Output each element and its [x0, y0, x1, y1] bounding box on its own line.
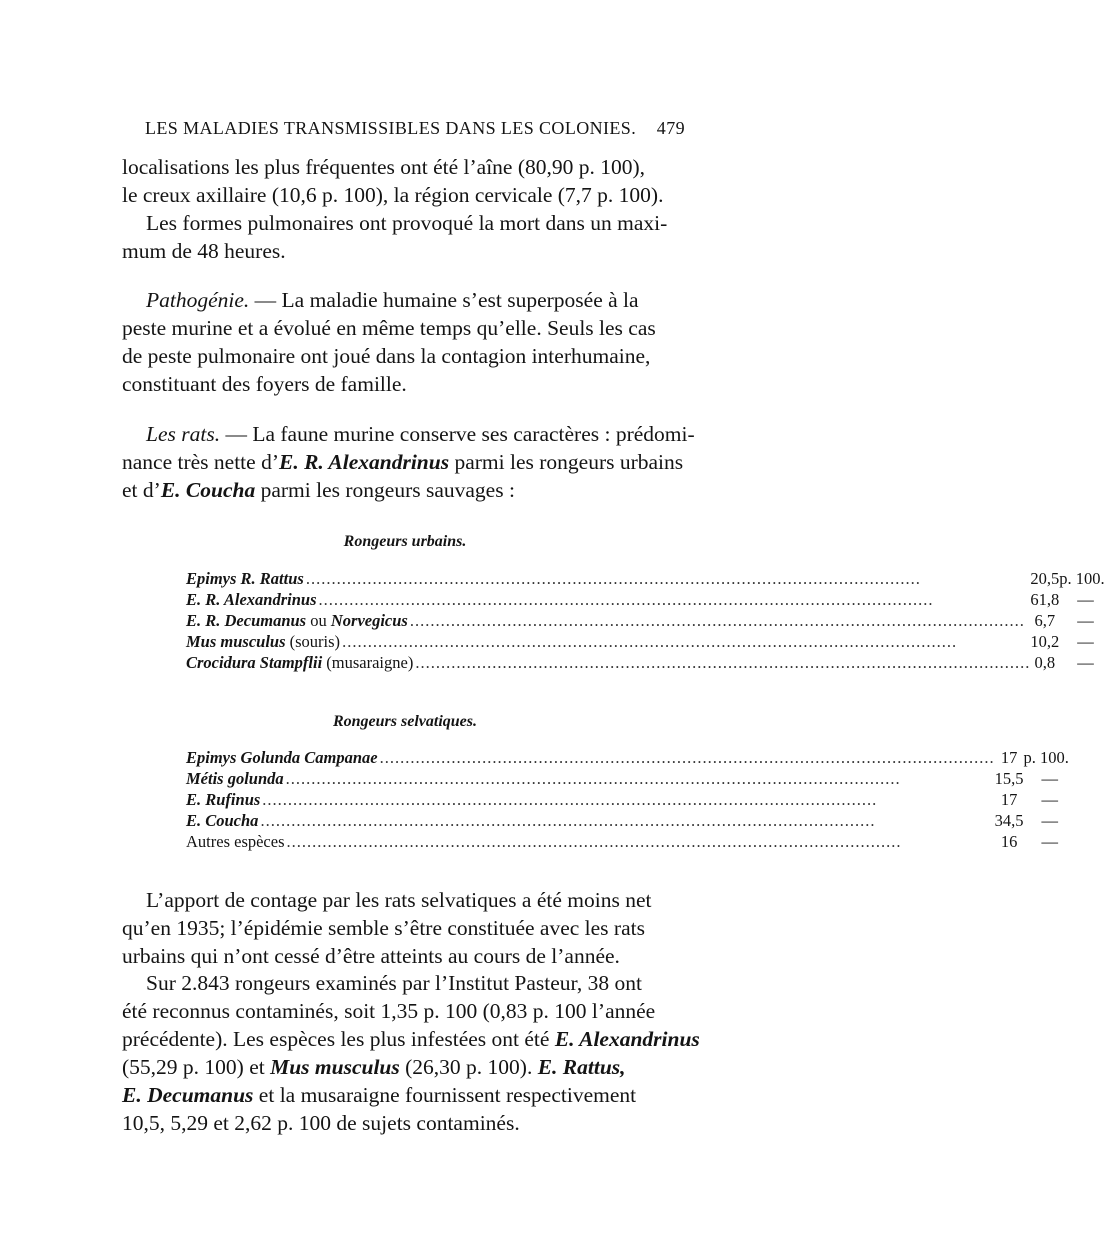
species-name: E. Decumanus [122, 1083, 254, 1107]
table-row [186, 769, 1069, 790]
page-number: 479 [656, 118, 685, 138]
value-cell: 10,2 [1030, 632, 1060, 651]
unit-cell: — [1077, 590, 1094, 609]
selvatiques-table [186, 748, 1069, 853]
header-title: LES MALADIES TRANSMISSIBLES DANS LES COLONIES. [145, 118, 637, 138]
unit-cell: p. 100. [1023, 748, 1069, 767]
intro-paragraph [122, 153, 688, 265]
value-cell: 16 [1000, 832, 1018, 851]
text-line: mum de 48 heures. [122, 239, 286, 263]
unit-cell: — [1041, 769, 1058, 788]
text-line: 10,5, 5,29 et 2,62 p. 100 de sujets contaminés. [122, 1111, 520, 1135]
urbains-table [186, 569, 1105, 674]
value-cell: 17 [1000, 790, 1018, 809]
species-name: E. R. Alexandrinus [279, 450, 450, 474]
text-line: urbains qui n’ont cessé d’être atteints au cours de l’année. [122, 944, 620, 968]
table-row [186, 811, 1069, 832]
species-cell: E. Coucha ........................................................................................................................ [186, 811, 876, 830]
table-row [186, 790, 1069, 811]
section-label: Les rats. [146, 422, 221, 446]
unit-cell: — [1077, 611, 1094, 630]
species-cell: Crocidura Stampflii (musaraigne) ........................................................................................................................ [186, 653, 1031, 672]
text-line: L’apport de contage par les rats selvatiques a été moins net [146, 888, 652, 912]
text-line: peste murine et a évolué en même temps qu’elle. Seuls les cas [122, 316, 656, 340]
unit-cell: — [1041, 832, 1058, 851]
species-name: E. Coucha [160, 478, 256, 502]
species-cell: E. R. Alexandrinus ........................................................................................................................ [186, 590, 934, 609]
unit-cell: p. 100. [1059, 569, 1105, 588]
text-line: Les formes pulmonaires ont provoqué la mort dans un maxi- [146, 211, 668, 235]
table-row [186, 832, 1069, 853]
text-line: nance très nette d’E. R. Alexandrinus parmi les rongeurs urbains [122, 450, 684, 474]
text-line: Les rats. — La faune murine conserve ses caractères : prédomi- [146, 422, 695, 446]
text-line: E. Decumanus et la musaraigne fournissent respectivement [122, 1083, 637, 1107]
text-line: Sur 2.843 rongeurs examinés par l’Institut Pasteur, 38 ont [146, 971, 642, 995]
species-name: E. Rattus, [537, 1055, 626, 1079]
sur-paragraph [122, 969, 700, 1137]
value-cell: 20,5 [1030, 569, 1060, 588]
unit-cell: — [1041, 790, 1058, 809]
unit-cell: — [1077, 653, 1094, 672]
text-line: et d’E. Coucha parmi les rongeurs sauvages : [122, 478, 515, 502]
text-line: (55,29 p. 100) et Mus musculus (26,30 p. 100). E. Rattus, [122, 1055, 626, 1079]
text-line: qu’en 1935; l’épidémie semble s’être constituée avec les rats [122, 916, 645, 940]
table-row [186, 590, 1105, 611]
species-name: Mus musculus [270, 1055, 400, 1079]
species-cell: E. Rufinus ........................................................................................................................ [186, 790, 878, 809]
species-cell: Epimys Golunda Campanae ........................................................................................................................ [186, 748, 995, 767]
table-row [186, 748, 1069, 769]
table-row [186, 632, 1105, 653]
table-row [186, 569, 1105, 590]
value-cell: 6,7 [1034, 611, 1056, 630]
species-cell: Autres espèces ........................................................................................................................ [186, 832, 902, 851]
table-row [186, 653, 1105, 674]
species-name: E. Alexandrinus [554, 1027, 700, 1051]
section-label: Pathogénie. [146, 288, 250, 312]
species-cell: Mus musculus (souris) ........................................................................................................................ [186, 632, 958, 651]
text-line: localisations les plus fréquentes ont été l’aîne (80,90 p. 100), [122, 155, 646, 179]
text-line: précédente). Les espèces les plus infestées ont été E. Alexandrinus [122, 1027, 700, 1051]
value-cell: 61,8 [1030, 590, 1060, 609]
unit-cell: — [1041, 811, 1058, 830]
value-cell: 15,5 [994, 769, 1024, 788]
rats-paragraph [122, 420, 695, 504]
text-line: constituant des foyers de famille. [122, 372, 407, 396]
species-cell: E. R. Decumanus ou Norvegicus ........................................................................................................................ [186, 611, 1025, 630]
running-header [145, 118, 685, 139]
table-heading-urbains: Rongeurs urbains. [343, 533, 467, 550]
table-heading-selvatiques: Rongeurs selvatiques. [332, 713, 477, 730]
text-line: Pathogénie. — La maladie humaine s’est superposée à la [146, 288, 639, 312]
apport-paragraph [122, 886, 688, 970]
value-cell: 17 [1000, 748, 1018, 767]
table-row [186, 611, 1105, 632]
text-line: été reconnus contaminés, soit 1,35 p. 100 (0,83 p. 100 l’année [122, 999, 656, 1023]
unit-cell: — [1077, 632, 1094, 651]
species-cell: Epimys R. Rattus ........................................................................................................................ [186, 569, 921, 588]
text-line: le creux axillaire (10,6 p. 100), la région cervicale (7,7 p. 100). [122, 183, 664, 207]
value-cell: 0,8 [1034, 653, 1056, 672]
text-line: de peste pulmonaire ont joué dans la contagion interhumaine, [122, 344, 651, 368]
pathogenie-paragraph [122, 286, 688, 398]
value-cell: 34,5 [994, 811, 1024, 830]
species-cell: Métis golunda ........................................................................................................................ [186, 769, 901, 788]
